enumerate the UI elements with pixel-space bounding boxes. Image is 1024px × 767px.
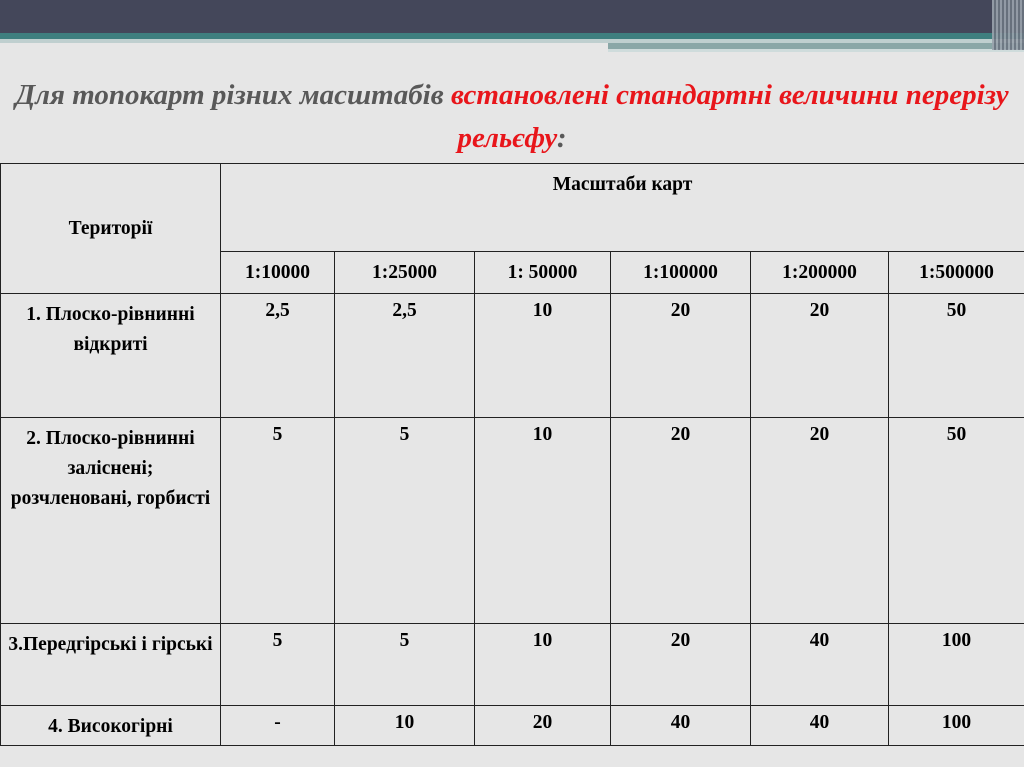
value-cell: 5 (221, 624, 335, 706)
scale-cell: 1:100000 (611, 252, 751, 294)
title-text-part1: Для топокарт різних масштабів (15, 79, 451, 111)
value-cell: 40 (751, 706, 889, 746)
value-cell: 2,5 (221, 294, 335, 418)
territory-name: 3.Передгірські і гірські (1, 624, 221, 706)
territory-name: 1. Плоско-рівнинні відкриті (1, 294, 221, 418)
territory-name: 2. Плоско-рівнинні заліснені; розчленовані, горбисті (1, 418, 221, 624)
value-cell: 5 (221, 418, 335, 624)
value-cell: 2,5 (335, 294, 475, 418)
value-cell: 5 (335, 418, 475, 624)
value-cell: 20 (611, 294, 751, 418)
value-cell: 10 (475, 624, 611, 706)
header-bar (0, 0, 1024, 33)
scale-cell: 1:200000 (751, 252, 889, 294)
slide-title (0, 74, 1024, 160)
territory-name: 4. Високогірні (1, 706, 221, 746)
header-accent-stripe-light (608, 49, 1024, 52)
value-cell: 40 (751, 624, 889, 706)
value-cell: 20 (611, 624, 751, 706)
table-row (1, 418, 1024, 624)
table-row (1, 706, 1024, 746)
table-header-row (1, 164, 1024, 252)
value-cell: 50 (889, 294, 1024, 418)
value-cell: 40 (611, 706, 751, 746)
contour-interval-table (0, 163, 1024, 746)
value-cell: 10 (475, 418, 611, 624)
header-scales: Масштаби карт (221, 164, 1024, 252)
value-cell: 5 (335, 624, 475, 706)
table-row (1, 294, 1024, 418)
value-cell: - (221, 706, 335, 746)
scale-cell: 1:25000 (335, 252, 475, 294)
title-text-part3: : (556, 122, 567, 154)
scale-cell: 1: 50000 (475, 252, 611, 294)
header-territory: Території (1, 164, 221, 294)
value-cell: 100 (889, 624, 1024, 706)
table-row (1, 624, 1024, 706)
scale-cell: 1:500000 (889, 252, 1024, 294)
value-cell: 10 (335, 706, 475, 746)
value-cell: 20 (611, 418, 751, 624)
value-cell: 20 (475, 706, 611, 746)
scale-cell: 1:10000 (221, 252, 335, 294)
title-highlight: встановлені стандартні величини перерізу рельєфу (450, 79, 1009, 154)
value-cell: 50 (889, 418, 1024, 624)
value-cell: 10 (475, 294, 611, 418)
header-corner-decoration (992, 0, 1024, 50)
value-cell: 20 (751, 418, 889, 624)
value-cell: 100 (889, 706, 1024, 746)
value-cell: 20 (751, 294, 889, 418)
